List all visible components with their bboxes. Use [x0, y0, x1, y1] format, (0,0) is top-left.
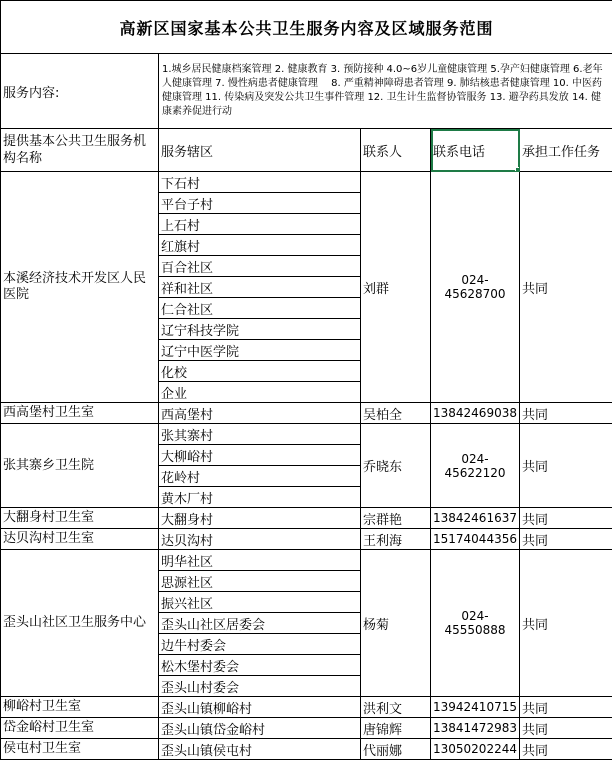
phone-cell[interactable]: 024-45628700: [431, 172, 520, 403]
task-cell[interactable]: 共同: [520, 697, 612, 718]
task-cell[interactable]: 共同: [520, 424, 612, 508]
area-cell[interactable]: 歪头山社区居委会: [159, 613, 361, 634]
table-row: [1, 697, 612, 718]
area-cell[interactable]: 思源社区: [159, 571, 361, 592]
area-cell[interactable]: 西高堡村: [159, 403, 361, 424]
area-cell[interactable]: 企业: [159, 382, 361, 403]
table-row: [1, 739, 612, 760]
institution-cell[interactable]: 柳峪村卫生室: [1, 697, 159, 718]
area-cell[interactable]: 歪头山镇柳峪村: [159, 697, 361, 718]
area-cell[interactable]: 辽宁中医学院: [159, 340, 361, 361]
area-cell[interactable]: 达贝沟村: [159, 529, 361, 550]
phone-cell[interactable]: 13841472983: [431, 718, 520, 739]
phone-cell[interactable]: 15174044356: [431, 529, 520, 550]
table-row: [1, 508, 612, 529]
fill-handle[interactable]: [515, 167, 520, 172]
contact-cell[interactable]: 宗群艳: [361, 508, 431, 529]
area-cell[interactable]: 红旗村: [159, 235, 361, 256]
task-cell[interactable]: 共同: [520, 508, 612, 529]
header-task[interactable]: 承担工作任务: [520, 129, 612, 172]
institution-cell[interactable]: 张其寨乡卫生院: [1, 424, 159, 508]
header-area[interactable]: 服务辖区: [159, 129, 361, 172]
table-row: [1, 529, 612, 550]
contact-cell[interactable]: 杨菊: [361, 550, 431, 697]
institution-cell[interactable]: 歪头山社区卫生服务中心: [1, 550, 159, 697]
area-cell[interactable]: 辽宁科技学院: [159, 319, 361, 340]
area-cell[interactable]: 明华社区: [159, 550, 361, 571]
area-cell[interactable]: 下石村: [159, 172, 361, 193]
area-cell[interactable]: 祥和社区: [159, 277, 361, 298]
area-cell[interactable]: 张其寨村: [159, 424, 361, 445]
task-cell[interactable]: 共同: [520, 718, 612, 739]
contact-cell[interactable]: 代丽娜: [361, 739, 431, 760]
area-cell[interactable]: 花岭村: [159, 466, 361, 487]
area-cell[interactable]: 仁合社区: [159, 298, 361, 319]
task-cell[interactable]: 共同: [520, 529, 612, 550]
area-cell[interactable]: 平台子村: [159, 193, 361, 214]
institution-cell[interactable]: 西高堡村卫生室: [1, 403, 159, 424]
page-title[interactable]: 高新区国家基本公共卫生服务内容及区域服务范围: [1, 1, 612, 54]
contact-cell[interactable]: 王利海: [361, 529, 431, 550]
contact-cell[interactable]: 乔晓东: [361, 424, 431, 508]
area-cell[interactable]: 歪头山村委会: [159, 676, 361, 697]
contact-cell[interactable]: 唐锦辉: [361, 718, 431, 739]
table-row: [1, 403, 612, 424]
task-cell[interactable]: 共同: [520, 403, 612, 424]
area-cell[interactable]: 上石村: [159, 214, 361, 235]
task-cell[interactable]: 共同: [520, 550, 612, 697]
task-cell[interactable]: 共同: [520, 739, 612, 760]
area-cell[interactable]: 振兴社区: [159, 592, 361, 613]
area-cell[interactable]: 化校: [159, 361, 361, 382]
header-contact[interactable]: 联系人: [361, 129, 431, 172]
institution-cell[interactable]: 大翻身村卫生室: [1, 508, 159, 529]
area-cell[interactable]: 大柳峪村: [159, 445, 361, 466]
table-row: [1, 424, 612, 445]
area-cell[interactable]: 黄木厂村: [159, 487, 361, 508]
area-cell[interactable]: 歪头山镇岱金峪村: [159, 718, 361, 739]
phone-cell[interactable]: 024-45550888: [431, 550, 520, 697]
institution-cell[interactable]: 侯屯村卫生室: [1, 739, 159, 760]
institution-cell[interactable]: 达贝沟村卫生室: [1, 529, 159, 550]
contact-cell[interactable]: 洪利文: [361, 697, 431, 718]
task-cell[interactable]: 共同: [520, 172, 612, 403]
area-cell[interactable]: 歪头山镇侯屯村: [159, 739, 361, 760]
table-row: [1, 550, 612, 571]
services-text[interactable]: 1.城乡居民健康档案管理 2. 健康教育 3. 预防接种 4.0~6岁儿童健康管理 5.孕产妇健康管理 6.老年人健康管理 7. 慢性病患者健康管理 8. 严重精神障碍患者管理 9. 肺结核患者健康管理 10. 中医药健康管理 11. 传染病及突发公共卫生事件管理 12. 卫生计生监督协管服务 13. 避孕药具发放 14. 健康素养促进行动: [159, 54, 612, 129]
phone-cell[interactable]: 13942410715: [431, 697, 520, 718]
area-cell[interactable]: 边牛村委会: [159, 634, 361, 655]
header-phone[interactable]: [431, 129, 520, 172]
table-row: [1, 718, 612, 739]
area-cell[interactable]: 百合社区: [159, 256, 361, 277]
phone-cell[interactable]: 13842469038: [431, 403, 520, 424]
area-cell[interactable]: 松木堡村委会: [159, 655, 361, 676]
contact-cell[interactable]: 刘群: [361, 172, 431, 403]
contact-cell[interactable]: 吴柏全: [361, 403, 431, 424]
header-institution[interactable]: 提供基本公共卫生服务机构名称: [1, 129, 159, 172]
area-cell[interactable]: 大翻身村: [159, 508, 361, 529]
phone-cell[interactable]: 13842461637: [431, 508, 520, 529]
institution-cell[interactable]: 岱金峪村卫生室: [1, 718, 159, 739]
institution-cell[interactable]: 本溪经济技术开发区人民医院: [1, 172, 159, 403]
phone-cell[interactable]: 13050202244: [431, 739, 520, 760]
phone-cell[interactable]: 024-45622120: [431, 424, 520, 508]
services-label[interactable]: 服务内容:: [1, 54, 159, 129]
header-phone-label: 联系电话: [433, 145, 485, 160]
table-row: [1, 172, 612, 193]
